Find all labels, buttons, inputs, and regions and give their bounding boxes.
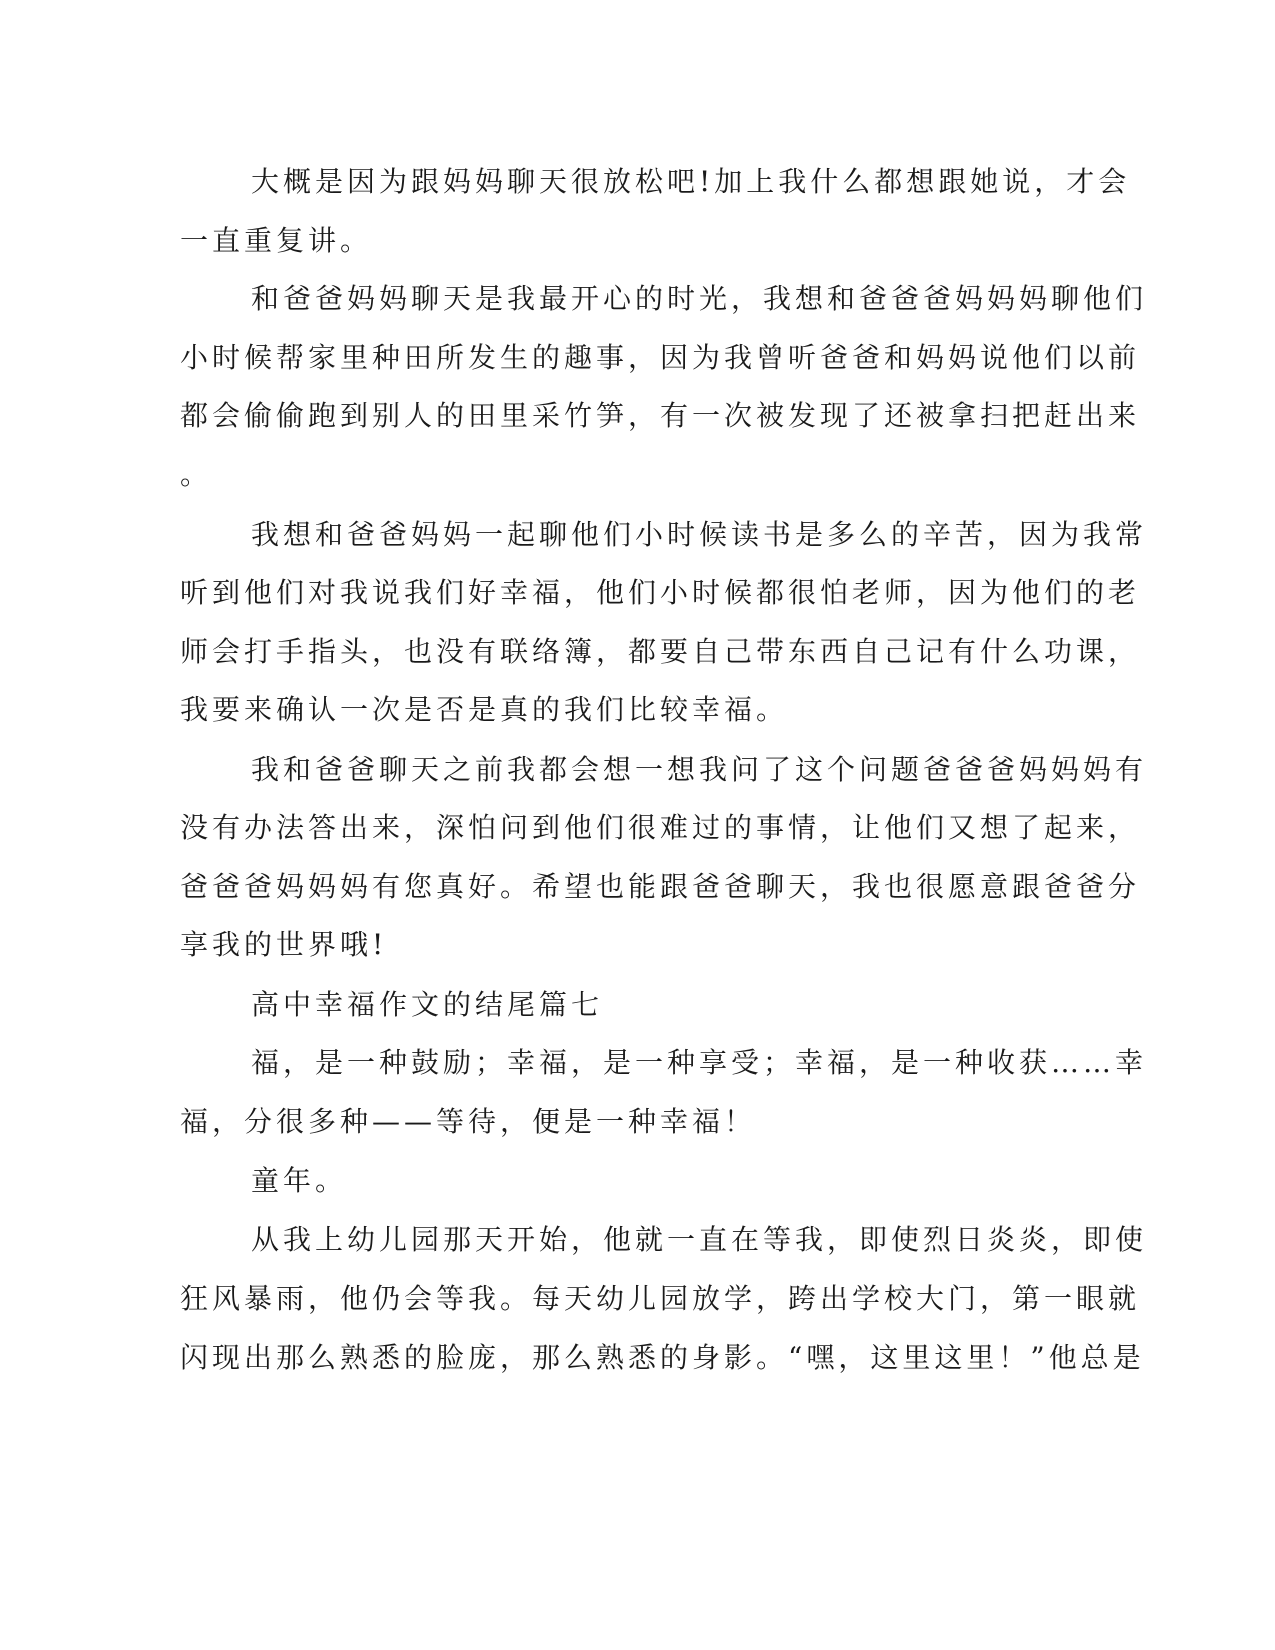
text-line: 闪现出那么熟悉的脸庞，那么熟悉的身影。“嘿，这里这里！”他总是 bbox=[180, 1341, 1145, 1374]
text-line: 童年。 bbox=[251, 1164, 348, 1197]
text-line: 福，是一种鼓励；幸福，是一种享受；幸福，是一种收获……幸 bbox=[251, 1046, 1148, 1079]
section-heading: 高中幸福作文的结尾篇七 bbox=[251, 988, 604, 1021]
text-line: 爸爸爸妈妈妈有您真好。希望也能跟爸爸聊天，我也很愿意跟爸爸分 bbox=[180, 870, 1141, 903]
text-line: 从我上幼儿园那天开始，他就一直在等我，即使烈日炎炎，即使 bbox=[251, 1223, 1148, 1256]
text-line: 狂风暴雨，他仍会等我。每天幼儿园放学，跨出学校大门，第一眼就 bbox=[180, 1282, 1141, 1315]
text-line: 享我的世界哦! bbox=[180, 928, 388, 961]
text-line: 没有办法答出来，深怕问到他们很难过的事情，让他们又想了起来， bbox=[180, 811, 1141, 844]
text-line: 小时候帮家里种田所发生的趣事，因为我曾听爸爸和妈妈说他们以前 bbox=[180, 341, 1141, 374]
text-line: 一直重复讲。 bbox=[180, 224, 373, 257]
text-line: 。 bbox=[180, 458, 213, 491]
text-line: 师会打手指头，也没有联络簿，都要自己带东西自己记有什么功课， bbox=[180, 635, 1141, 668]
text-line: 和爸爸妈妈聊天是我最开心的时光，我想和爸爸爸妈妈妈聊他们 bbox=[251, 282, 1148, 315]
text-line: 我想和爸爸妈妈一起聊他们小时候读书是多么的辛苦，因为我常 bbox=[251, 518, 1148, 551]
text-line: 都会偷偷跑到别人的田里采竹笋，有一次被发现了还被拿扫把赶出来 bbox=[180, 399, 1141, 432]
text-line: 我和爸爸聊天之前我都会想一想我问了这个问题爸爸爸妈妈妈有 bbox=[251, 753, 1148, 786]
text-line: 福，分很多种——等待，便是一种幸福！ bbox=[180, 1105, 757, 1138]
text-line: 我要来确认一次是否是真的我们比较幸福。 bbox=[180, 693, 789, 726]
text-line: 听到他们对我说我们好幸福，他们小时候都很怕老师，因为他们的老 bbox=[180, 576, 1141, 609]
text-line: 大概是因为跟妈妈聊天很放松吧!加上我什么都想跟她说，才会 bbox=[251, 165, 1131, 198]
